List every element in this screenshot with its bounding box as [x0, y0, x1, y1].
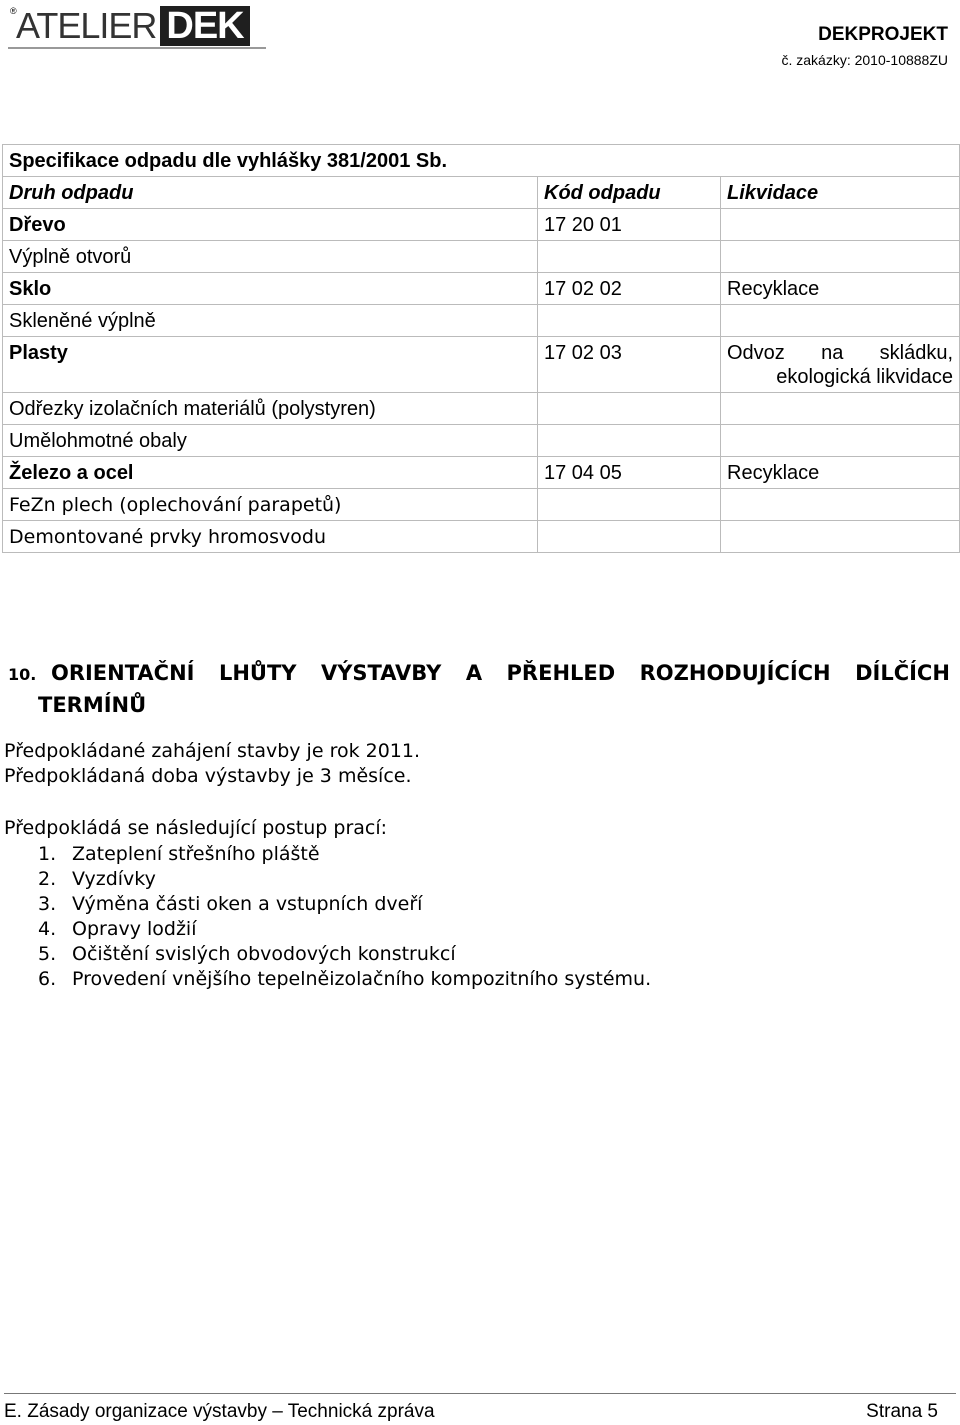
table-header-row	[3, 177, 960, 209]
list-text: Očištění svislých obvodových konstrukcí	[72, 943, 456, 965]
page-footer	[4, 1401, 938, 1423]
cell-type: Plasty	[3, 337, 538, 393]
heading-word: VÝSTAVBY	[320, 661, 442, 685]
list-number: 6.	[38, 968, 57, 990]
heading-word: DÍLČÍCH	[855, 661, 950, 685]
cell-code: 17 20 01	[538, 209, 721, 241]
cell-disposal	[721, 425, 960, 457]
cell-code	[538, 305, 721, 337]
table-title: Specifikace odpadu dle vyhlášky 381/2001 Sb.	[3, 145, 960, 177]
heading-line-2: TERMÍNŮ	[38, 693, 147, 717]
table-row	[3, 457, 960, 489]
cell-code: 17 02 02	[538, 273, 721, 305]
heading-word: ROZHODUJÍCÍCH	[639, 661, 831, 685]
cell-disposal	[721, 241, 960, 273]
list-item	[38, 842, 651, 867]
paragraph-procedure-intro: Předpokládá se následující postup prací:	[4, 817, 388, 839]
cell-disposal	[721, 305, 960, 337]
table-row	[3, 273, 960, 305]
list-text: Výměna části oken a vstupních dveří	[72, 893, 423, 915]
cell-code	[538, 425, 721, 457]
table-row	[3, 241, 960, 273]
table-row	[3, 337, 960, 393]
waste-specification-table	[2, 144, 960, 553]
cell-type: Demontované prvky hromosvodu	[3, 521, 538, 553]
list-item	[38, 892, 651, 917]
cell-disposal: Recyklace	[721, 273, 960, 305]
cell-code: 17 04 05	[538, 457, 721, 489]
header-waste-type: Druh odpadu	[3, 177, 538, 209]
cell-type: FeZn plech (oplechování parapetů)	[3, 489, 538, 521]
list-number: 3.	[38, 893, 57, 915]
list-text: Opravy lodžií	[72, 918, 197, 940]
heading-word: ORIENTAČNÍ	[50, 661, 195, 685]
footer-divider	[4, 1393, 956, 1394]
cell-type: Železo a ocel	[3, 457, 538, 489]
cell-disposal	[721, 521, 960, 553]
table-row	[3, 393, 960, 425]
list-number: 1.	[38, 843, 57, 865]
cell-disposal: Odvoz na skládku, ekologická likvidace	[721, 337, 960, 393]
cell-type: Umělohmotné obaly	[3, 425, 538, 457]
list-item	[38, 867, 651, 892]
footer-page-number: Strana 5	[866, 1401, 938, 1422]
cell-type: Sklo	[3, 273, 538, 305]
cell-code: 17 02 03	[538, 337, 721, 393]
list-number: 5.	[38, 943, 57, 965]
logo-underline	[8, 47, 266, 49]
table-row	[3, 521, 960, 553]
cell-disposal	[721, 489, 960, 521]
heading-line-1-wrapper	[8, 658, 194, 690]
table-row	[3, 305, 960, 337]
logo-atelier-text: ATELIER	[16, 5, 157, 46]
footer-document-title: E. Zásady organizace výstavby – Technická zpráva	[4, 1401, 435, 1422]
logo-dek-text: DEK	[160, 6, 249, 46]
header-disposal: Likvidace	[721, 177, 960, 209]
table-row	[3, 209, 960, 241]
list-number: 2.	[38, 868, 57, 890]
cell-disposal	[721, 209, 960, 241]
section-number: 10.	[8, 665, 37, 684]
heading-word: A	[465, 661, 483, 685]
table-row	[3, 425, 960, 457]
header-waste-code: Kód odpadu	[538, 177, 721, 209]
paragraph-start: Předpokládané zahájení stavby je rok 2011.	[4, 740, 421, 762]
order-number: č. zakázky: 2010-10888ZU	[781, 52, 948, 68]
cell-type: Skleněné výplně	[3, 305, 538, 337]
section-heading	[8, 658, 950, 720]
cell-disposal: Recyklace	[721, 457, 960, 489]
heading-word: LHŮTY	[218, 661, 297, 685]
table-title-row	[3, 145, 960, 177]
cell-code	[538, 393, 721, 425]
work-steps-list	[38, 842, 651, 992]
cell-type: Odřezky izolačních materiálů (polystyren)	[3, 393, 538, 425]
cell-disposal	[721, 393, 960, 425]
registered-mark: ®	[10, 6, 17, 16]
project-name: DEKPROJEKT	[818, 24, 948, 45]
cell-code	[538, 521, 721, 553]
list-item	[38, 967, 651, 992]
list-item	[38, 942, 651, 967]
table-row	[3, 489, 960, 521]
cell-code	[538, 241, 721, 273]
list-text: Vyzdívky	[72, 868, 156, 890]
list-number: 4.	[38, 918, 57, 940]
list-text: Provedení vnějšího tepelněizolačního kompozitního systému.	[72, 968, 652, 990]
cell-code	[538, 489, 721, 521]
paragraph-duration: Předpokládaná doba výstavby je 3 měsíce.	[4, 765, 412, 787]
atelier-dek-logo	[8, 6, 250, 46]
list-item	[38, 917, 651, 942]
cell-type: Výplně otvorů	[3, 241, 538, 273]
list-text: Zateplení střešního pláště	[72, 843, 320, 865]
cell-type: Dřevo	[3, 209, 538, 241]
heading-word: PŘEHLED	[506, 661, 616, 685]
header-project-info	[781, 24, 948, 70]
